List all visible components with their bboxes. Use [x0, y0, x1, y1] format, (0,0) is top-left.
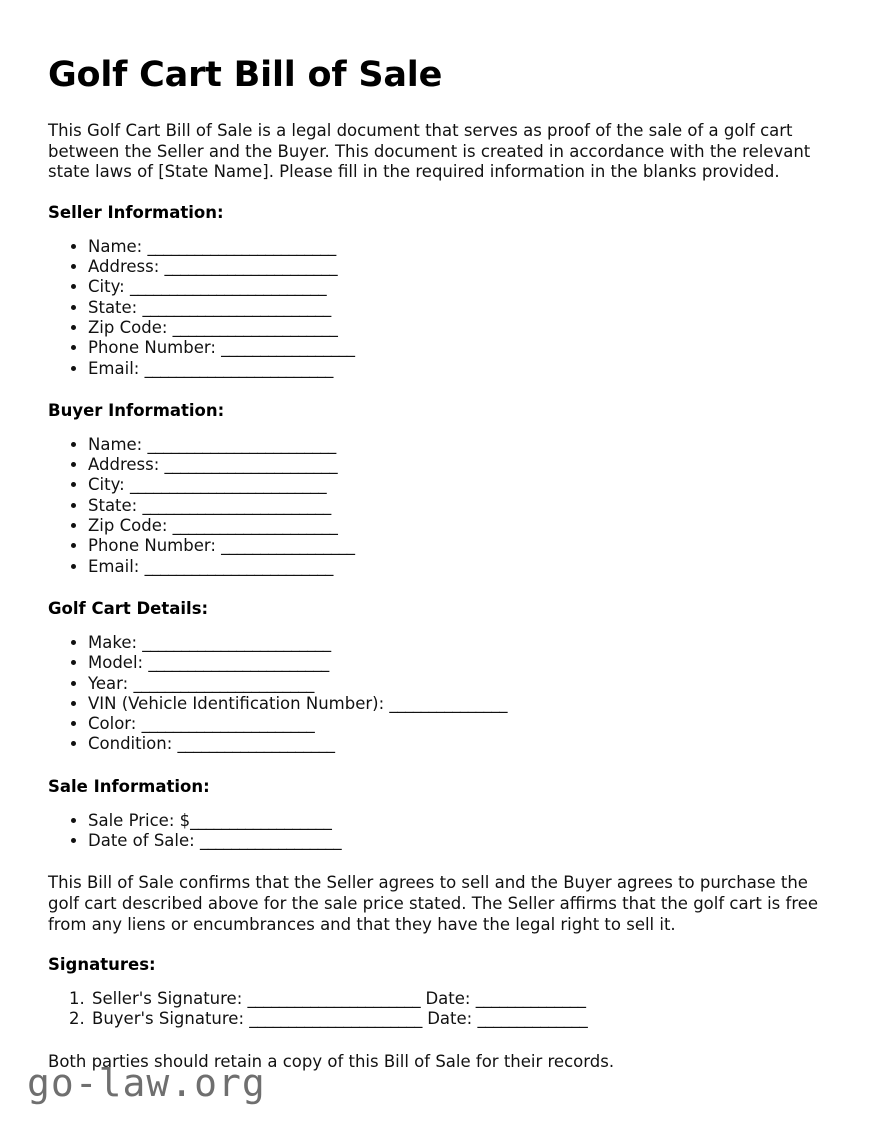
list-item — [90, 1009, 821, 1029]
signature-blank[interactable]: ______________________ — [249, 1009, 422, 1029]
list-item — [88, 653, 821, 673]
field-label: Phone Number: — [88, 536, 222, 556]
list-item — [90, 989, 821, 1009]
list-item — [88, 318, 821, 338]
list-item — [88, 359, 821, 379]
list-item — [88, 475, 821, 495]
list-item — [88, 435, 821, 455]
field-label: Sale Price: $ — [88, 810, 191, 830]
field-label: Phone Number: — [88, 338, 222, 358]
field-blank[interactable]: _______________ — [389, 693, 508, 713]
field-blank[interactable]: ______________________ — [164, 455, 338, 475]
field-blank[interactable]: ______________________ — [164, 257, 338, 277]
sale-information-list — [48, 811, 821, 852]
field-blank[interactable]: _____________________ — [172, 516, 338, 536]
field-label: Date of Sale: — [88, 831, 200, 851]
list-item — [88, 455, 821, 475]
signatures-heading: Signatures: — [48, 955, 156, 975]
field-label: Condition: — [88, 734, 178, 754]
list-item — [88, 237, 821, 257]
field-label: Zip Code: — [88, 516, 173, 536]
list-item — [88, 694, 821, 714]
field-blank[interactable]: _______________________ — [133, 673, 315, 693]
golf-cart-details-list — [48, 633, 821, 755]
field-label: Year: — [88, 673, 134, 693]
field-blank[interactable]: _________________ — [221, 338, 355, 358]
field-blank[interactable]: _________________ — [221, 536, 355, 556]
date-blank[interactable]: ______________ — [477, 1009, 588, 1029]
list-item — [88, 257, 821, 277]
field-label: City: — [88, 277, 130, 297]
field-blank[interactable]: ________________________ — [142, 297, 331, 317]
field-blank[interactable]: ________________________ — [144, 358, 333, 378]
list-item — [88, 536, 821, 556]
field-label: Make: — [88, 632, 143, 652]
field-label: Address: — [88, 257, 165, 277]
signature-blank[interactable]: ______________________ — [247, 989, 421, 1009]
date-label: Date: — [421, 1009, 478, 1029]
site-watermark: go-law.org — [27, 1061, 266, 1105]
field-blank[interactable]: ________________________ — [144, 556, 333, 576]
list-item — [88, 516, 821, 536]
field-label: City: — [88, 475, 130, 495]
final-note-paragraph: Both parties should retain a copy of this Bill of Sale for their records. — [48, 1051, 615, 1071]
field-blank[interactable]: ______________________ — [141, 714, 315, 734]
document-body — [48, 55, 821, 1072]
seller-information-heading: Seller Information: — [48, 202, 224, 222]
list-item — [88, 338, 821, 358]
field-blank[interactable]: __________________ — [190, 810, 332, 830]
list-item — [88, 734, 821, 754]
list-item — [88, 674, 821, 694]
date-blank[interactable]: ______________ — [475, 989, 586, 1009]
signatures-list — [48, 989, 821, 1030]
list-item — [88, 714, 821, 734]
field-label: Email: — [88, 556, 145, 576]
signature-label: Buyer's Signature: — [92, 1009, 250, 1029]
field-blank[interactable]: ____________________ — [177, 734, 335, 754]
golf-cart-details-heading: Golf Cart Details: — [48, 598, 209, 618]
field-label: Color: — [88, 714, 142, 734]
field-label: Address: — [88, 455, 165, 475]
page-title: Golf Cart Bill of Sale — [48, 55, 443, 95]
list-item — [88, 831, 821, 851]
field-blank[interactable]: ________________________ — [147, 434, 336, 454]
seller-information-list — [48, 237, 821, 379]
field-label: Name: — [88, 434, 148, 454]
signature-label: Seller's Signature: — [92, 989, 248, 1009]
field-label: Model: — [88, 653, 149, 673]
field-label: Zip Code: — [88, 317, 173, 337]
buyer-information-list — [48, 435, 821, 577]
closing-paragraph: This Bill of Sale confirms that the Seller agrees to sell and the Buyer agrees to purchase the golf cart described above for the sale price stated. The Seller affirms that the golf cart is free from any liens or encumbrances and that they have the legal right to sell it. — [48, 873, 819, 934]
date-label: Date: — [420, 989, 476, 1009]
field-label: Name: — [88, 236, 148, 256]
list-item — [88, 277, 821, 297]
list-item — [88, 496, 821, 516]
list-item — [88, 557, 821, 577]
field-blank[interactable]: _______________________ — [148, 653, 329, 673]
list-item — [88, 298, 821, 318]
intro-paragraph: This Golf Cart Bill of Sale is a legal document that serves as proof of the sale of a golf cart between the Seller and the Buyer. This document is created in accordance with the relevant state laws of [State Name]. Please fill in the required information in the blanks provided. — [48, 121, 811, 182]
field-label: State: — [88, 297, 143, 317]
field-blank[interactable]: ________________________ — [142, 495, 331, 515]
field-blank[interactable]: ________________________ — [147, 236, 336, 256]
sale-information-heading: Sale Information: — [48, 776, 210, 796]
field-label: Email: — [88, 358, 145, 378]
list-item — [88, 811, 821, 831]
list-item — [88, 633, 821, 653]
buyer-information-heading: Buyer Information: — [48, 400, 225, 420]
field-label: State: — [88, 495, 143, 515]
field-blank[interactable]: _____________________ — [172, 317, 338, 337]
field-blank[interactable]: __________________ — [199, 831, 342, 851]
field-blank[interactable]: ________________________ — [142, 632, 331, 652]
field-label: VIN (Vehicle Identification Number): — [88, 693, 390, 713]
field-blank[interactable]: _________________________ — [129, 475, 327, 495]
field-blank[interactable]: _________________________ — [129, 277, 327, 297]
